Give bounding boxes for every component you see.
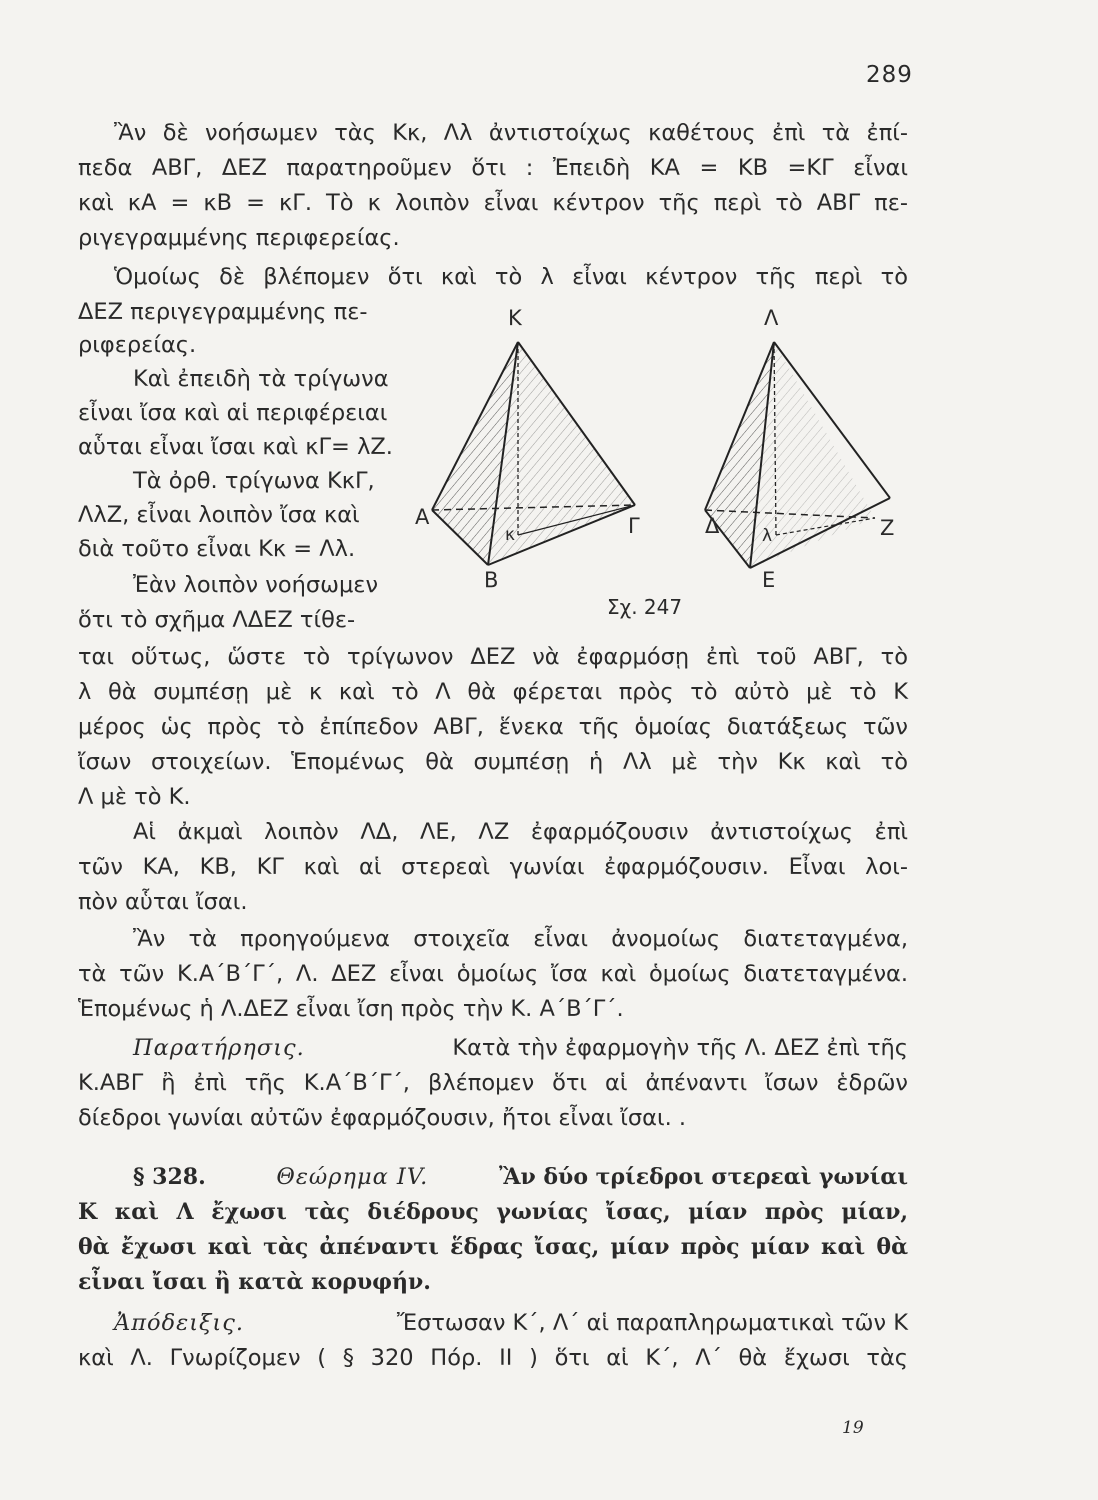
- text-line: ὅτι τὸ σχῆμα ΛΔΕΖ τίθε-: [78, 607, 356, 633]
- text-line: πεδα ΑΒΓ, ΔΕΖ παρατηροῦμεν ὅτι : Ἐπειδὴ ΚΑ = ΚΒ =ΚΓ εἶναι: [78, 155, 908, 181]
- theorem-line: Κ καὶ Λ ἔχωσι τὰς διέδρους γωνίας ἴσας, μίαν πρὸς μίαν,: [78, 1199, 908, 1225]
- remark-line: [133, 1033, 908, 1063]
- text-line: τὰ τῶν Κ.Α΄Β΄Γ΄, Λ. ΔΕΖ εἶναι ὁμοίως ἴσα καὶ ὁμοίως διατεταγμένα.: [78, 961, 908, 987]
- remark-text: Κατὰ τὴν ἐφαρμογὴν τῆς Λ. ΔΕΖ ἐπὶ τῆς: [452, 1035, 908, 1061]
- text-line: ΔΕΖ περιγεγραμμένης πε-: [78, 299, 368, 325]
- remark-label: Παρατήρησις.: [133, 1035, 305, 1061]
- theorem-heading: [133, 1162, 908, 1192]
- text-line: διὰ τοῦτο εἶναι Κκ = Λλ.: [78, 536, 356, 562]
- label-G: Γ: [628, 514, 640, 538]
- section-number: § 328.: [133, 1164, 206, 1190]
- label-D: Δ: [705, 514, 720, 538]
- label-L: Λ: [764, 306, 779, 330]
- text-line: αὗται εἶναι ἴσαι καὶ κΓ= λΖ.: [78, 434, 393, 460]
- text-line: καὶ Λ. Γνωρίζομεν ( § 320 Πόρ. ΙΙ ) ὅτι αἱ Κ΄, Λ΄ θὰ ἔχωσι τὰς: [78, 1345, 908, 1371]
- theorem-line: εἶναι ἴσαι ἢ κατὰ κορυφήν.: [78, 1269, 431, 1295]
- text-line: ριγεγραμμένης περιφερείας.: [78, 225, 400, 251]
- text-line: ριφερείας.: [78, 332, 197, 358]
- theorem-label: Θεώρημα IV.: [276, 1164, 429, 1190]
- tetrahedron-right: [705, 342, 890, 568]
- label-E: Ε: [762, 568, 776, 592]
- text-line: Τὰ ὀρθ. τρίγωνα ΚκΓ,: [133, 468, 375, 494]
- figure-247: [410, 330, 910, 600]
- text-line: ἴσων στοιχείων. Ἑπομένως θὰ συμπέσῃ ἡ Λλ μὲ τὴν Κκ καὶ τὸ: [78, 749, 908, 775]
- theorem-line: θὰ ἔχωσι καὶ τὰς ἀπέναντι ἕδρας ἴσας, μίαν πρὸς μίαν καὶ θὰ: [78, 1234, 908, 1260]
- text-line: πὸν αὗται ἴσαι.: [78, 889, 248, 915]
- label-k: κ: [505, 525, 516, 545]
- label-A: Α: [415, 505, 430, 529]
- label-K: Κ: [508, 306, 522, 330]
- theorem-text: Ἂν δύο τρίεδροι στερεαὶ γωνίαι: [498, 1164, 908, 1190]
- text-line: δίεδροι γωνίαι αὐτῶν ἐφαρμόζουσιν, ἤτοι εἶναι ἴσαι. .: [78, 1105, 687, 1131]
- page-number: 289: [866, 62, 913, 88]
- text-line: μέρος ὡς πρὸς τὸ ἐπίπεδον ΑΒΓ, ἕνεκα τῆς ὁμοίας διατάξεως τῶν: [78, 714, 908, 740]
- text-line: ται οὕτως, ὥστε τὸ τρίγωνον ΔΕΖ νὰ ἐφαρμόσῃ ἐπὶ τοῦ ΑΒΓ, τὸ: [78, 644, 908, 670]
- label-Z: Ζ: [880, 516, 895, 540]
- signature-mark: 19: [842, 1418, 864, 1438]
- text-line: Αἱ ἀκμαὶ λοιπὸν ΛΔ, ΛΕ, ΛΖ ἐφαρμόζουσιν ἀντιστοίχως ἐπὶ: [133, 819, 908, 845]
- text-line: εἶναι ἴσα καὶ αἱ περιφέρειαι: [78, 400, 388, 426]
- label-B: Β: [484, 568, 499, 592]
- label-l: λ: [762, 526, 773, 546]
- text-line: Ἐὰν λοιπὸν νοήσωμεν: [133, 572, 379, 598]
- tetrahedron-left: [432, 342, 635, 565]
- figure-caption: Σχ. 247: [607, 595, 683, 619]
- text-line: ΛλΖ, εἶναι λοιπὸν ἴσα καὶ: [78, 502, 360, 528]
- text-line: λ θὰ συμπέσῃ μὲ κ καὶ τὸ Λ θὰ φέρεται πρὸς τὸ αὐτὸ μὲ τὸ Κ: [78, 679, 908, 705]
- text-line: τῶν ΚΑ, ΚΒ, ΚΓ καὶ αἱ στερεαὶ γωνίαι ἐφαρμόζουσιν. Εἶναι λοι-: [78, 854, 908, 880]
- text-line: Ὁμοίως δὲ βλέπομεν ὅτι καὶ τὸ λ εἶναι κέντρον τῆς περὶ τὸ: [114, 264, 908, 290]
- proof-text: Ἔστωσαν Κ΄, Λ΄ αἱ παραπληρωματικαὶ τῶν Κ: [396, 1310, 908, 1336]
- text-line: Λ μὲ τὸ Κ.: [78, 784, 191, 810]
- text-line: Ἂν τὰ προηγούμενα στοιχεῖα εἶναι ἀνομοίως διατεταγμένα,: [133, 926, 908, 952]
- text-line: Ἑπομένως ἡ Λ.ΔΕΖ εἶναι ἴση πρὸς τὴν Κ. Α΄Β΄Γ΄.: [78, 996, 624, 1022]
- text-line: Ἂν δὲ νοήσωμεν τὰς Κκ, Λλ ἀντιστοίχως καθέτους ἐπὶ τὰ ἐπί-: [114, 120, 908, 146]
- text-line: Κ.ΑΒΓ ἢ ἐπὶ τῆς Κ.Α΄Β΄Γ΄, βλέπομεν ὅτι αἱ ἀπέναντι ἴσων ἑδρῶν: [78, 1070, 908, 1096]
- proof-line: [114, 1308, 908, 1338]
- proof-label: Ἀπόδειξις.: [114, 1310, 244, 1336]
- text-line: καὶ κΑ = κΒ = κΓ. Τὸ κ λοιπὸν εἶναι κέντρον τῆς περὶ τὸ ΑΒΓ πε-: [78, 190, 908, 216]
- text-line: Καὶ ἐπειδὴ τὰ τρίγωνα: [133, 366, 389, 392]
